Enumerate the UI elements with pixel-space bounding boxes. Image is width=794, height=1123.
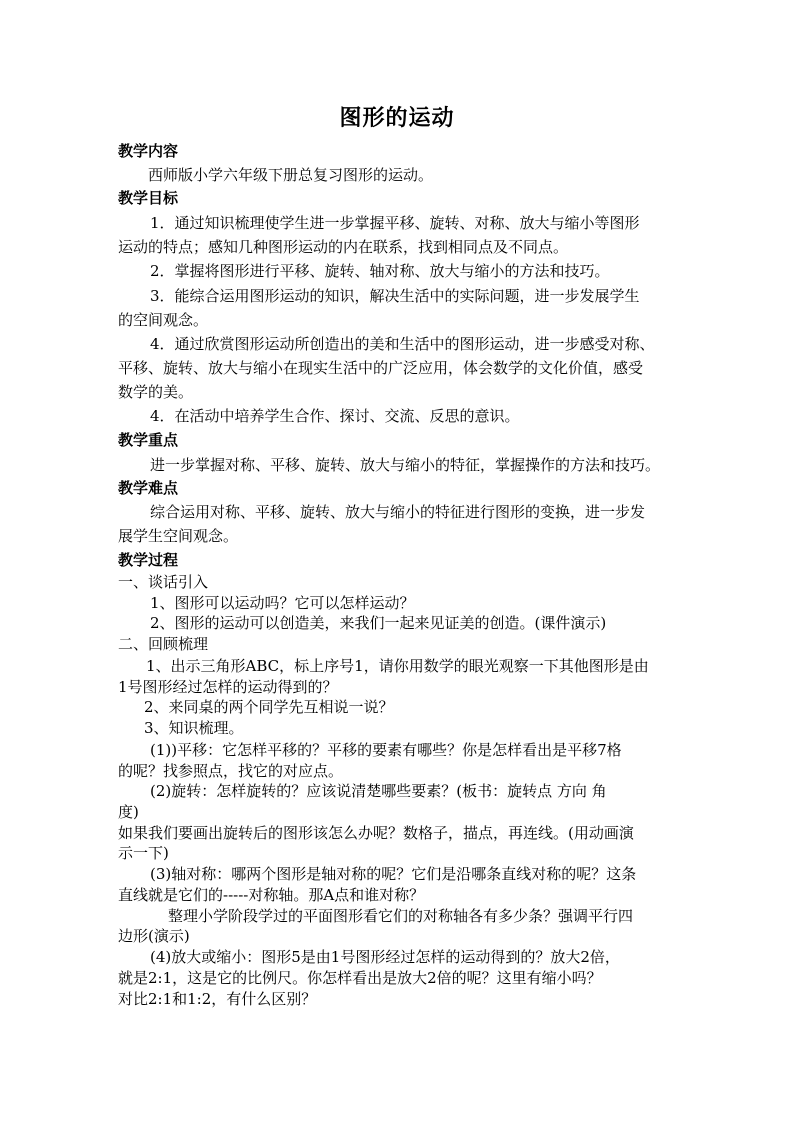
- paragraph-line: 1．通过知识梳理使学生进一步掌握平移、旋转、对称、放大与缩小等图形: [150, 214, 640, 232]
- paragraph-line: 综合运用对称、平移、旋转、放大与缩小的特征进行图形的变换，进一步发: [150, 503, 646, 521]
- paragraph-line: 1号图形经过怎样的运动得到的？: [118, 678, 338, 696]
- paragraph-line: 整理小学阶段学过的平面图形看它们的对称轴各有多少条？强调平行四: [168, 907, 634, 925]
- paragraph-line: 2．掌握将图形进行平移、旋转、轴对称、放大与缩小的方法和技巧。: [150, 262, 610, 280]
- paragraph-line: 运动的特点；感知几种图形运动的内在联系，找到相同点及不同点。: [118, 238, 569, 256]
- paragraph-line: 展学生空间观念。: [118, 527, 239, 545]
- paragraph-line: (1))平移：它怎样平移的？平移的要素有哪些？你是怎样看出是平移7格: [150, 741, 622, 759]
- paragraph-line: 4．通过欣赏图形运动所创造出的美和生活中的图形运动，进一步感受对称、: [150, 335, 655, 353]
- paragraph-line: 进一步掌握对称、平移、旋转、放大与缩小的特征，掌握操作的方法和技巧。: [150, 456, 661, 474]
- list-item: 2、图形的运动可以创造美，来我们一起来见证美的创造。(课件演示): [150, 614, 607, 632]
- paragraph-line: 西师版小学六年级下册总复习图形的运动。: [148, 166, 434, 184]
- list-item: 1、图形可以运动吗？它可以怎样运动？: [150, 594, 415, 612]
- paragraph-line: (2)旋转：怎样旋转的？应该说清楚哪些要素？(板书：旋转点 方向 角: [150, 782, 607, 800]
- paragraph-line: 对比2:1和1:2，有什么区别？: [118, 990, 317, 1008]
- paragraph-line: 度): [118, 803, 139, 821]
- paragraph-line: 就是2:1，这是它的比例尺。你怎样看出是放大2倍的呢？这里有缩小吗？: [118, 969, 602, 987]
- list-item: 2、来同桌的两个同学先互相说一说？: [144, 698, 394, 716]
- page-title: 图形的运动: [339, 105, 455, 131]
- subsection-heading: 一、谈话引入: [118, 573, 209, 591]
- paragraph-line: 示一下): [118, 844, 169, 862]
- paragraph-line: (4)放大或缩小：图形5是由1号图形经过怎样的运动得到的？放大2倍，: [150, 948, 620, 966]
- paragraph-line: 的空间观念。: [118, 311, 209, 329]
- paragraph-line: 直线就是它们的-----对称轴。那A点和谁对称？: [118, 886, 425, 904]
- paragraph-line: 如果我们要画出旋转后的图形该怎么办呢？数格子，描点，再连线。(用动画演: [118, 824, 634, 842]
- subsection-heading: 二、回顾梳理: [118, 635, 209, 653]
- list-item: 1、出示三角形ABC，标上序号1，请你用数学的眼光观察一下其他图形是由: [146, 657, 649, 675]
- paragraph-line: 4．在活动中培养学生合作、探讨、交流、反思的意识。: [150, 407, 520, 425]
- paragraph-line: 边形(演示): [118, 927, 190, 945]
- paragraph-line: 数学的美。: [118, 383, 194, 401]
- paragraph-line: 3．能综合运用图形运动的知识，解决生活中的实际问题，进一步发展学生: [150, 287, 640, 305]
- section-heading-key-points: 教学重点: [118, 431, 179, 449]
- section-heading-difficulties: 教学难点: [118, 479, 179, 497]
- section-heading-process: 教学过程: [118, 551, 179, 569]
- paragraph-line: 平移、旋转、放大与缩小在现实生活中的广泛应用，体会数学的文化价值，感受: [118, 359, 644, 377]
- section-heading-content: 教学内容: [118, 142, 179, 160]
- section-heading-goals: 教学目标: [118, 189, 179, 207]
- list-item: 3、知识梳理。: [144, 719, 244, 737]
- paragraph-line: 的呢？找参照点，找它的对应点。: [118, 762, 344, 780]
- paragraph-line: (3)轴对称：哪两个图形是轴对称的呢？它们是沿哪条直线对称的呢？这条: [150, 865, 637, 883]
